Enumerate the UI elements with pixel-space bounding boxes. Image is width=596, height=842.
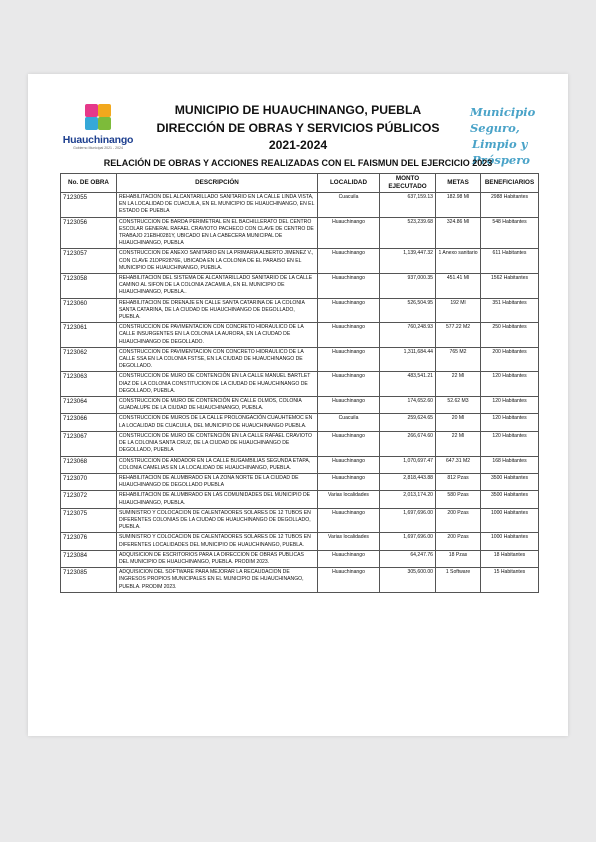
cell-descripcion: SUMINISTRO Y COLOCACION DE CALENTADORES SOLARES DE 12 TUBOS EN DIFERENTES COLONIAS DE LA CIUDAD DE HUAUCHINANGO DE DEGOLLADO, PUEBLA. [117, 508, 318, 533]
cell-beneficiarios: 120 Habitantes [481, 372, 539, 397]
municipal-logo [60, 102, 136, 158]
cell-no-obra: 7123075 [61, 508, 117, 533]
header-no-obra: No. DE OBRA [61, 174, 117, 193]
cell-descripcion: REHABILITACION DE ALUMBRADO EN LA ZONA NORTE DE LA CIUDAD DE HUAUCHINANGO DE DEGOLLADO PUEBLA [117, 473, 318, 490]
cell-monto: 2,818,443.88 [380, 473, 436, 490]
table-row [61, 217, 539, 249]
cell-localidad: Huauchinango [318, 550, 380, 567]
cell-descripcion: CONSTRUCCION DE MURO DE CONTENCIÓN EN LA CALLE RAFAEL CRAVIOTO DE LA COLONIA SANTA CRUZ, DE LA CIUDAD DE HUAUCHINANGO DE DEGOLLADO, PUEBLA [117, 431, 318, 456]
cell-descripcion: CONSTRUCCION DE MURO DE CONTENCIÓN EN CALLE OLMOS, COLONIA GUADALUPE DE LA CIUDAD DE HUAUCHINANGO, PUEBLA. [117, 397, 318, 414]
cell-descripcion: REHABILITACION DEL SISTEMA DE ALCANTARILLADO SANITARIO DE LA CALLE CAMINO AL SIFON DE LA COLONIA ZACAMILA, EN EL MUNICIPIO DE HUAUCHINANGO, PUEBLA.. [117, 274, 318, 299]
cell-monto: 259,624.65 [380, 414, 436, 431]
logo-emblem-icon [83, 102, 113, 132]
cell-no-obra: 7123066 [61, 414, 117, 431]
title-line-1: MUNICIPIO DE HUAUCHINANGO, PUEBLA [174, 103, 422, 117]
cell-metas: 765 M2 [436, 347, 481, 372]
table-row [61, 397, 539, 414]
cell-descripcion: REHABILITACION DEL ALCANTARILLADO SANITARIO EN LA CALLE LINDA VISTA, EN LA LOCALIDAD DE CUACUILA, EN EL MUNICIPIO DE HUAUCHINANGO, EN EL ESTADO DE PUEBLA [117, 193, 318, 218]
header-beneficiarios: BENEFICIARIOS [481, 174, 539, 193]
cell-monto: 523,239.68 [380, 217, 436, 249]
cell-monto: 1,697,696.00 [380, 533, 436, 550]
cell-beneficiarios: 250 Habitantes [481, 323, 539, 348]
cell-beneficiarios: 1000 Habitantes [481, 533, 539, 550]
cell-no-obra: 7123063 [61, 372, 117, 397]
cell-descripcion: CONSTRUCCION DE ANEXO SANITARIO EN LA PRIMARIA ALBERTO JIMENEZ V., CON CLAVE 21DPR2876E, UBICADA EN LA COLONIA DE EL PARAISO EN EL MUNICIPIO DE HUAUCHINANGO, PUEBLA. [117, 249, 318, 274]
cell-monto: 174,652.60 [380, 397, 436, 414]
cell-no-obra: 7123072 [61, 491, 117, 508]
table-row [61, 249, 539, 274]
slogan-line-2: Limpio y Próspero [472, 137, 530, 167]
cell-localidad: Huauchinango [318, 456, 380, 473]
cell-localidad: Cuacuila [318, 414, 380, 431]
cell-monto: 937,000.35 [380, 274, 436, 299]
cell-metas: 580 Pzas [436, 491, 481, 508]
cell-no-obra: 7123085 [61, 568, 117, 593]
report-subtitle: RELACIÓN DE OBRAS Y ACCIONES REALIZADAS CON EL FAISMUN DEL EJERCICIO 2023 [103, 158, 493, 168]
cell-metas: 192 Ml [436, 298, 481, 323]
table-row [61, 508, 539, 533]
cell-no-obra: 7123064 [61, 397, 117, 414]
cell-beneficiarios: 3500 Habitantes [481, 491, 539, 508]
cell-no-obra: 7123058 [61, 274, 117, 299]
table-header-row [61, 174, 539, 193]
cell-no-obra: 7123061 [61, 323, 117, 348]
header-metas: METAS [436, 174, 481, 193]
cell-descripcion: REHABILITACION DE DRENAJE EN CALLE SANTA CATARINA DE LA COLONIA SANTA CATARINA, DE LA CIUDAD DE HUAUCHINANGO DE DEGOLLADO, PUEBLA. [117, 298, 318, 323]
cell-localidad: Huauchinango [318, 323, 380, 348]
table-row [61, 323, 539, 348]
cell-monto: 760,248.93 [380, 323, 436, 348]
cell-monto: 305,600.00 [380, 568, 436, 593]
cell-descripcion: CONSTRUCCION DE ANDADOR EN LA CALLE BUGAMBILIAS SEGUNDA ETAPA, COLONIA CAMELIAS EN LA LOCALIDAD DE HUAUCHINANGO, PUEBLA. [117, 456, 318, 473]
cell-localidad: Huauchinango [318, 397, 380, 414]
cell-no-obra: 7123068 [61, 456, 117, 473]
cell-no-obra: 7123076 [61, 533, 117, 550]
slogan-line-1: Municipio Seguro, [470, 105, 536, 135]
cell-localidad: Huauchinango [318, 217, 380, 249]
cell-beneficiarios: 120 Habitantes [481, 414, 539, 431]
cell-no-obra: 7123060 [61, 298, 117, 323]
cell-metas: 324.86 Ml [436, 217, 481, 249]
cell-no-obra: 7123055 [61, 193, 117, 218]
cell-beneficiarios: 2988 Habitantes [481, 193, 539, 218]
cell-localidad: Huauchinango [318, 249, 380, 274]
title-line-3: 2021-2024 [268, 138, 328, 152]
table-row [61, 193, 539, 218]
cell-metas: 18 Pzas [436, 550, 481, 567]
cell-metas: 577.22 M2 [436, 323, 481, 348]
cell-beneficiarios: 200 Habitantes [481, 347, 539, 372]
cell-descripcion: ADQUISICION DE ESCRITORIOS PARA LA DIRECCION DE OBRAS PUBLICAS DEL MUNICIPIO DE HUAUCHINANGO, PUEBLA. PRODIM 2023. [117, 550, 318, 567]
cell-metas: 22 Ml [436, 372, 481, 397]
cell-metas: 812 Pzas [436, 473, 481, 490]
cell-descripcion: CONSTRUCCION DE MURO DE CONTENCIÓN EN LA CALLE MANUEL BARTLET DIAZ DE LA COLONIA CONSTITUCION DE LA CIUDAD DE HUAUCHINANGO DE DEGOLLADO, PUEBLA. [117, 372, 318, 397]
cell-localidad: Varias localidades [318, 533, 380, 550]
cell-no-obra: 7123070 [61, 473, 117, 490]
cell-beneficiarios: 168 Habitantes [481, 456, 539, 473]
cell-localidad: Huauchinango [318, 431, 380, 456]
cell-monto: 266,674.60 [380, 431, 436, 456]
header-localidad: LOCALIDAD [318, 174, 380, 193]
cell-metas: 647.31 M2 [436, 456, 481, 473]
table-row [61, 568, 539, 593]
cell-beneficiarios: 548 Habitantes [481, 217, 539, 249]
cell-monto: 637,159.13 [380, 193, 436, 218]
header-monto: MONTO EJECUTADO [380, 174, 436, 193]
table-row [61, 473, 539, 490]
logo-subtitle: Gobierno Municipal 2021 - 2024 [73, 146, 123, 150]
cell-monto: 2,013,174.20 [380, 491, 436, 508]
cell-monto: 526,504.95 [380, 298, 436, 323]
cell-beneficiarios: 611 Habitantes [481, 249, 539, 274]
table-row [61, 456, 539, 473]
cell-metas: 52.62 M3 [436, 397, 481, 414]
cell-descripcion: CONSTRUCCION DE PAVIMENTACION CON CONCRETO HIDRAULICO DE LA CALLE INSURGENTES EN LA COLONIA LA AURORA, EN LA CIUDAD DE HUAUCHINANGO DE DEGOLLADO. [117, 323, 318, 348]
cell-metas: 451.41 Ml [436, 274, 481, 299]
cell-localidad: Cuacuila [318, 193, 380, 218]
cell-beneficiarios: 1562 Habitantes [481, 274, 539, 299]
title-line-2: DIRECCIÓN DE OBRAS Y SERVICIOS PÚBLICOS [156, 120, 440, 135]
document-page [28, 74, 568, 736]
cell-localidad: Huauchinango [318, 347, 380, 372]
cell-no-obra: 7123062 [61, 347, 117, 372]
table-row [61, 491, 539, 508]
cell-localidad: Huauchinango [318, 274, 380, 299]
cell-metas: 1 Anexo sanitario [436, 249, 481, 274]
cell-localidad: Huauchinango [318, 508, 380, 533]
cell-metas: 20 Ml [436, 414, 481, 431]
cell-localidad: Huauchinango [318, 298, 380, 323]
cell-descripcion: CONSTRUCCION DE MUROS DE LA CALLE PROLONGACIÓN CUAUHTEMOC EN LA LOCALIDAD DE CUACUILA, DEL MUNICIPIO DE HUAUCHINANGO PUEBLA. [117, 414, 318, 431]
cell-descripcion: SUMINISTRO Y COLOCACION DE CALENTADORES SOLARES DE 12 TUBOS EN DIFERENTES LOCALIDADES DEL MUNICIPIO DE HUAUCHINANGO, PUEBLA. [117, 533, 318, 550]
table-row [61, 431, 539, 456]
cell-descripcion: CONSTRUCCION DE BARDA PERIMETRAL EN EL BACHILLERATO DEL CENTRO ESCOLAR GENERAL RAFAEL CRAVIOTO PACHECO CON CLAVE DE CENTRO DE TRABAJO 21EBH0281Y, UBICADO EN LA CABECERA MUNICIPAL DE HUAUCHINANGO, PUEBLA [117, 217, 318, 249]
table-row [61, 550, 539, 567]
document-title [148, 102, 448, 155]
cell-metas: 22 Ml [436, 431, 481, 456]
cell-metas: 200 Pzas [436, 508, 481, 533]
cell-no-obra: 7123056 [61, 217, 117, 249]
cell-monto: 1,697,696.00 [380, 508, 436, 533]
cell-localidad: Varias localidades [318, 491, 380, 508]
cell-beneficiarios: 1000 Habitantes [481, 508, 539, 533]
cell-beneficiarios: 15 Habitantes [481, 568, 539, 593]
cell-monto: 1,311,684.44 [380, 347, 436, 372]
table-row [61, 414, 539, 431]
cell-metas: 200 Pzas [436, 533, 481, 550]
cell-monto: 483,541.21 [380, 372, 436, 397]
cell-monto: 1,139,447.32 [380, 249, 436, 274]
table-row [61, 533, 539, 550]
cell-metas: 182.98 Ml [436, 193, 481, 218]
cell-no-obra: 7123084 [61, 550, 117, 567]
table-row [61, 372, 539, 397]
cell-descripcion: CONSTRUCCION DE PAVIMENTACION CON CONCRETO HIDRAULICO DE LA CALLE SSA EN LA COLONIA FSTSE, EN LA CIUDAD DE HUAUCHINANGO DE DEGOLLADO. [117, 347, 318, 372]
cell-localidad: Huauchinango [318, 568, 380, 593]
cell-beneficiarios: 351 Habitantes [481, 298, 539, 323]
cell-descripcion: REHABILITACION DE ALUMBRADO EN LAS COMUNIDADES DEL MUNICIPIO DE HUAUCHINANGO, PUEBLA. [117, 491, 318, 508]
cell-beneficiarios: 3500 Habitantes [481, 473, 539, 490]
header-descripcion: DESCRIPCIÓN [117, 174, 318, 193]
cell-beneficiarios: 120 Habitantes [481, 397, 539, 414]
cell-monto: 64,247.76 [380, 550, 436, 567]
cell-localidad: Huauchinango [318, 372, 380, 397]
cell-monto: 1,070,697.47 [380, 456, 436, 473]
table-row [61, 347, 539, 372]
cell-beneficiarios: 18 Habitantes [481, 550, 539, 567]
cell-localidad: Huauchinango [318, 473, 380, 490]
cell-no-obra: 7123067 [61, 431, 117, 456]
cell-metas: 1 Software [436, 568, 481, 593]
table-row [61, 274, 539, 299]
logo-name: Huauchinango [62, 134, 134, 146]
cell-beneficiarios: 120 Habitantes [481, 431, 539, 456]
cell-descripcion: ADQUISICION DEL SOFTWARE PARA MEJORAR LA RECAUDACION DE INGRESOS PROPIOS MUNICIPALES EN EL MUNICIPIO DE HUAUCHINANGO, PUEBLA. PRODIM 2023. [117, 568, 318, 593]
works-table [60, 173, 539, 593]
cell-no-obra: 7123057 [61, 249, 117, 274]
table-row [61, 298, 539, 323]
